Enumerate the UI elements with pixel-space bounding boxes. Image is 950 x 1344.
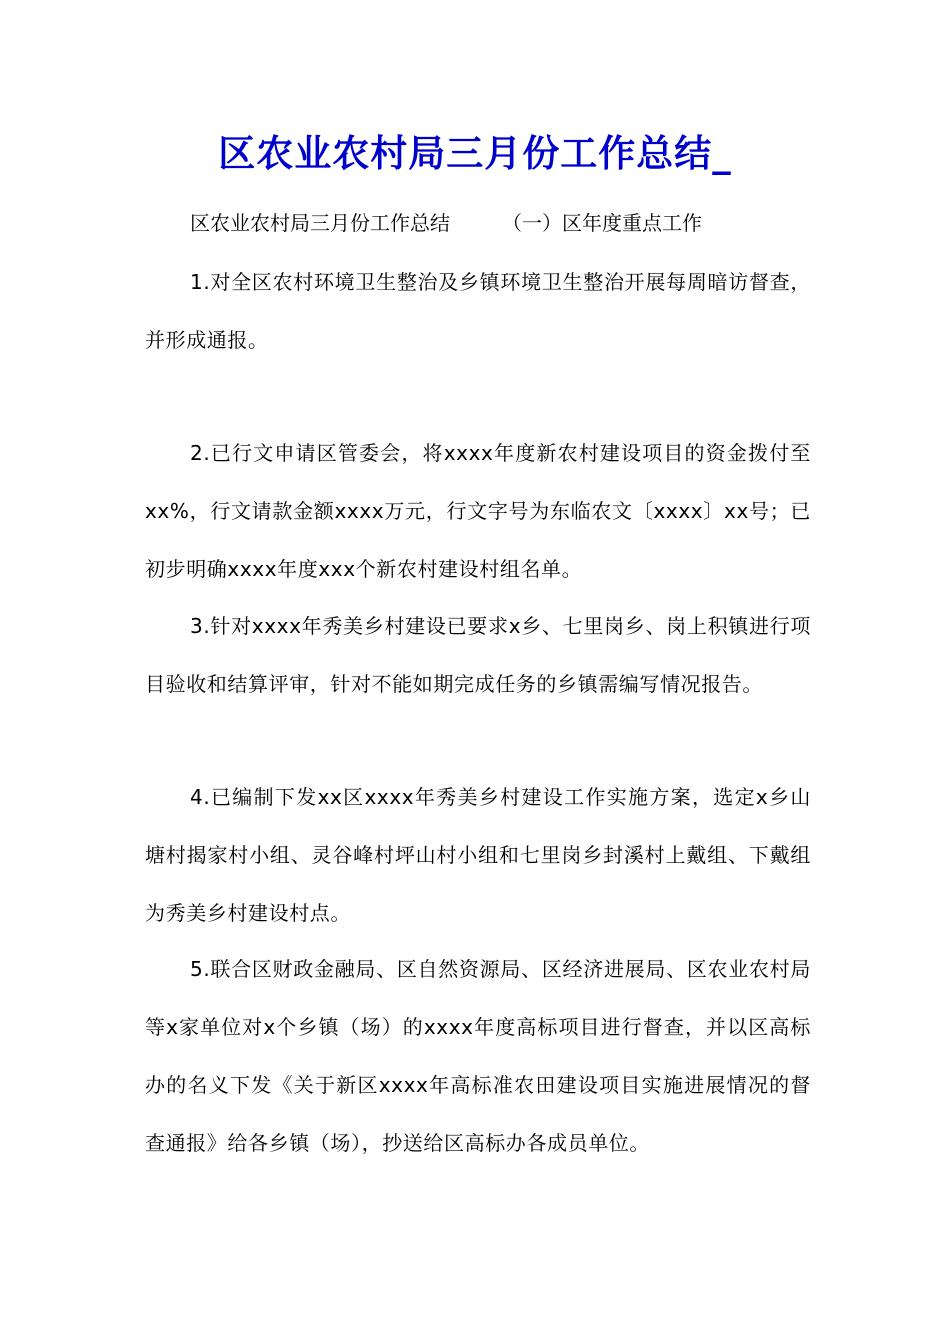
intro-section-heading: （一）区年度重点工作 — [502, 211, 702, 235]
paragraph-2: 2.已行文申请区管委会，将xxxx年度新农村建设项目的资金拨付至xx%，行文请款金额xxxx万元，行文字号为东临农文〔xxxx〕xx号；已初步明确xxxx年度xxx个新农村建设村组名单。 — [145, 441, 811, 581]
document-title: 区农业农村局三月份工作总结_ — [218, 132, 732, 175]
paragraph-3: 3.针对xxxx年秀美乡村建设已要求x乡、七里岗乡、岗上积镇进行项目验收和结算评审，针对不能如期完成任务的乡镇需编写情况报告。 — [145, 614, 811, 696]
paragraph-1: 1.对全区农村环境卫生整治及乡镇环境卫生整治开展每周暗访督查，并形成通报。 — [145, 270, 811, 352]
intro-heading: 区农业农村局三月份工作总结 — [190, 211, 450, 235]
intro-line — [190, 208, 702, 238]
paragraph-4: 4.已编制下发xx区xxxx年秀美乡村建设工作实施方案，选定x乡山塘村揭家村小组、灵谷峰村坪山村小组和七里岗乡封溪村上戴组、下戴组为秀美乡村建设村点。 — [145, 785, 811, 925]
paragraph-5: 5.联合区财政金融局、区自然资源局、区经济进展局、区农业农村局等x家单位对x个乡镇（场）的xxxx年度高标项目进行督查，并以区高标办的名义下发《关于新区xxxx年高标准农田建设项目实施进展情况的督查通报》给各乡镇（场），抄送给区高标办各成员单位。 — [145, 957, 811, 1155]
